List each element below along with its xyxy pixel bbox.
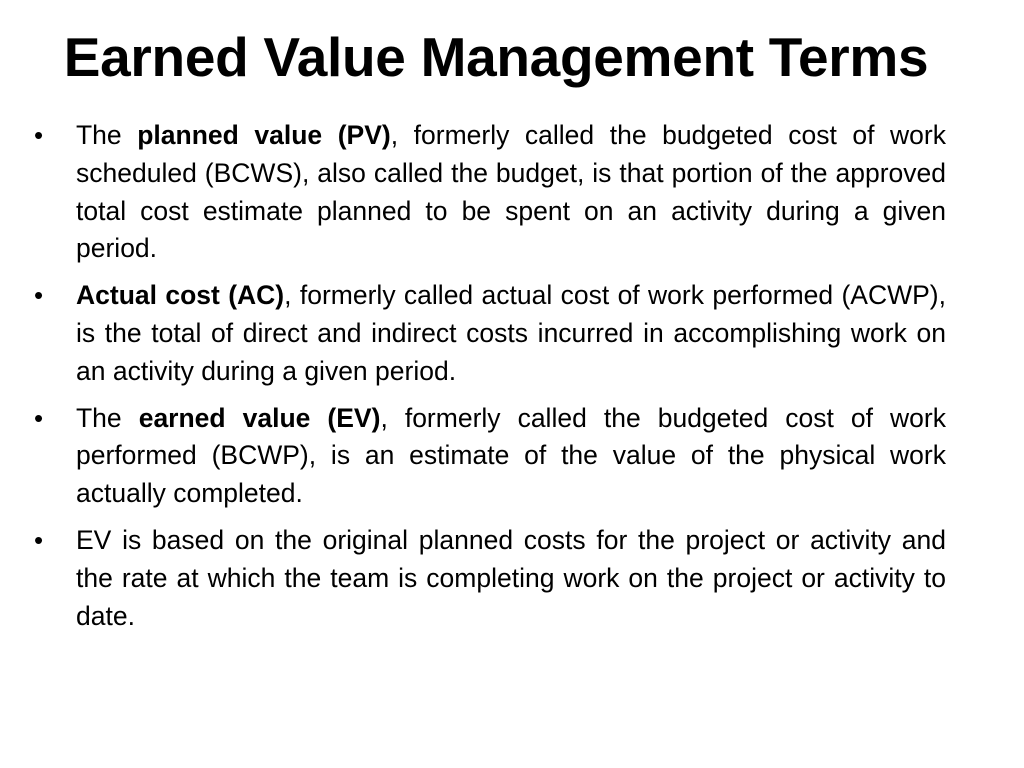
bullet-text-body: , formerly called the budgeted cost of work scheduled (BCWS), also called the budget, is that portion of the approved total cost estimate planned to be spent on an activity during a given period. bbox=[76, 120, 946, 264]
bullet-icon: • bbox=[34, 524, 44, 555]
bullet-icon: • bbox=[34, 120, 44, 150]
bullet-item-planned-value bbox=[30, 117, 946, 268]
bullet-list bbox=[30, 117, 946, 644]
bullet-text-prefix: The bbox=[76, 402, 139, 433]
bullet-term: earned value (EV) bbox=[138, 402, 381, 433]
bullet-term: planned value (PV) bbox=[137, 120, 391, 150]
bullet-text-body: , formerly called the budgeted cost of work performed (BCWP), is an estimate of the value of the physical work actually completed. bbox=[76, 402, 946, 509]
bullet-text-prefix: The bbox=[76, 120, 138, 150]
bullet-icon: • bbox=[34, 402, 44, 433]
bullet-text-prefix: EV is based on the original planned costs for the project or activity and the rate at which the team is completing work on the project or activity to date. bbox=[76, 524, 946, 631]
slide-title: Earned Value Management Terms bbox=[63, 26, 929, 88]
bullet-item-earned-value bbox=[30, 400, 946, 513]
bullet-text-body: , formerly called actual cost of work performed (ACWP), is the total of direct and indirect costs incurred in accomplishing work on an activity during a given period. bbox=[76, 280, 946, 386]
bullet-icon: • bbox=[34, 280, 44, 311]
bullet-item-actual-cost bbox=[30, 277, 946, 390]
bullet-item-ev-basis bbox=[30, 522, 946, 635]
bullet-term: Actual cost (AC) bbox=[76, 280, 285, 311]
